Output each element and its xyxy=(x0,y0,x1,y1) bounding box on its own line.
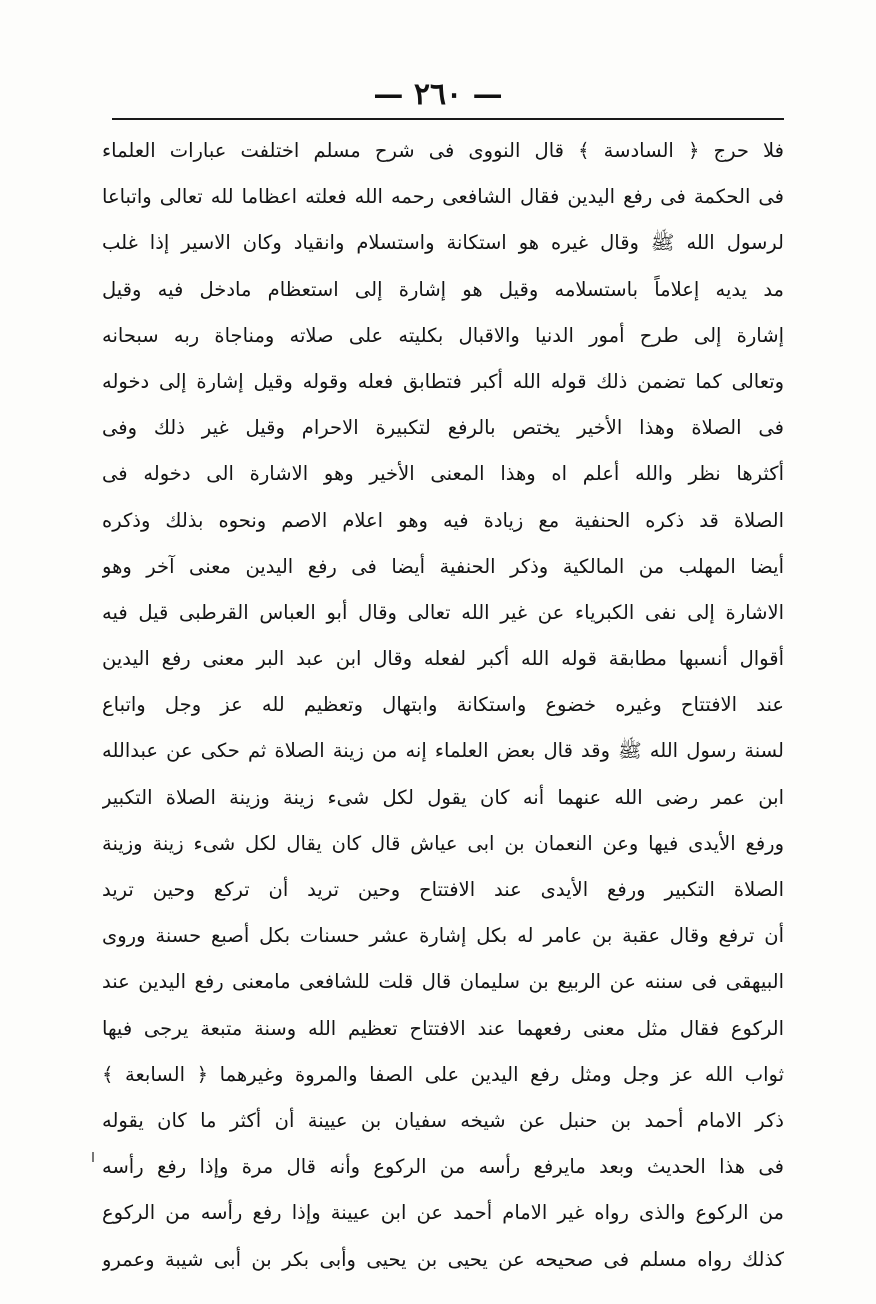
text-line: فى الحكمة فى رفع اليدين فقال الشافعى رحمه الله فعلته اعظاما لله تعالى واتباعا xyxy=(102,185,784,209)
text-line: الصلاة التكبير ورفع الأيدى عند الافتتاح وحين تريد أن تركع وحين تريد xyxy=(102,878,784,901)
text-line: فى هذا الحديث وبعد مايرفع رأسه من الركوع وأنه قال مرة وإذا رفع رأسه xyxy=(102,1155,784,1179)
text-line: كذلك رواه مسلم فى صحيحه عن يحيى بن يحيى وأبى بكر بن أبى شيبة وعمرو xyxy=(102,1247,784,1271)
text-line: ذكر الامام أحمد بن حنبل عن شيخه سفيان بن عيينة أن أكثر ما كان يقوله xyxy=(102,1108,784,1132)
page-header xyxy=(0,74,876,114)
arabic-body-text xyxy=(102,128,784,1283)
text-line: البيهقى فى سننه عن الربيع بن سليمان قال قلت للشافعى مامعنى رفع اليدين عند xyxy=(102,970,784,994)
text-line: فلا حرج ﴿ السادسة ﴾ قال النووى فى شرح مسلم اختلفت عبارات العلماء xyxy=(102,139,784,162)
text-line: عند الافتتاح وغيره خضوع واستكانة وابتهال وتعظيم لله عز وجل واتباع xyxy=(102,693,784,717)
text-line: وتعالى كما تضمن ذلك قوله الله أكبر فتطابق فعله وقوله وقيل إشارة إلى دخوله xyxy=(102,369,784,393)
text-line: فى الصلاة وهذا الأخير يختص بالرفع لتكبيرة الاحرام وقيل غير ذلك وفى xyxy=(102,416,784,440)
page-number: — ٢٦٠ — xyxy=(373,76,503,112)
text-line: إشارة إلى طرح أمور الدنيا والاقبال بكليته على صلاته ومناجاة ربه سبحانه xyxy=(102,323,784,347)
text-line: الركوع فقال مثل معنى رفعهما عند الافتتاح تعظيم الله وسنة متبعة يرجى فيها xyxy=(102,1016,784,1040)
header-rule xyxy=(112,118,784,120)
text-line: مد يديه إعلاماً باستسلامه وقيل هو إشارة إلى استعظام مادخل فيه وقيل xyxy=(102,277,784,301)
text-line: أقوال أنسبها مطابقة قوله الله أكبر لفعله وقال ابن عبد البر معنى رفع اليدين xyxy=(102,647,784,671)
text-line: من الركوع والذى رواه غير الامام أحمد عن ابن عيينة وإذا رفع رأسه من الركوع xyxy=(102,1201,784,1225)
text-line: ثواب الله عز وجل ومثل رفع اليدين على الصفا والمروة وغيرهما ﴿ السابعة ﴾ xyxy=(102,1062,784,1086)
text-line: الاشارة إلى نفى الكبرياء عن غير الله تعالى وقال أبو العباس القرطبى قيل فيه xyxy=(102,600,784,624)
text-line: الصلاة قد ذكره الحنفية مع زيادة فيه وهو اعلام الاصم ونحوه بذلك وذكره xyxy=(102,508,784,532)
text-line: لسنة رسول الله ﷺ وقد قال بعض العلماء إنه من زينة الصلاة ثم حكى عن عبدالله xyxy=(102,739,784,763)
text-line: أيضا المهلب من المالكية وذكر الحنفية أيضا فى رفع اليدين معنى آخر وهو xyxy=(102,554,784,578)
print-speck xyxy=(92,1152,94,1162)
text-line: أن ترفع وقال عقبة بن عامر له بكل إشارة عشر حسنات بكل أصبع حسنة وروى xyxy=(102,924,784,948)
text-line: ابن عمر رضى الله عنهما أنه كان يقول لكل شىء زينة وزينة الصلاة التكبير xyxy=(102,785,784,809)
text-line: لرسول الله ﷺ وقال غيره هو استكانة واستسلام وانقياد وكان الاسير إذا غلب xyxy=(102,231,784,255)
text-line: أكثرها نظر والله أعلم اه وهذا المعنى الأخير وهو الاشارة الى دخوله فى xyxy=(102,462,784,486)
text-line: ورفع الأيدى فيها وعن النعمان بن ابى عياش قال كان يقال لكل شىء زينة وزينة xyxy=(102,831,784,855)
